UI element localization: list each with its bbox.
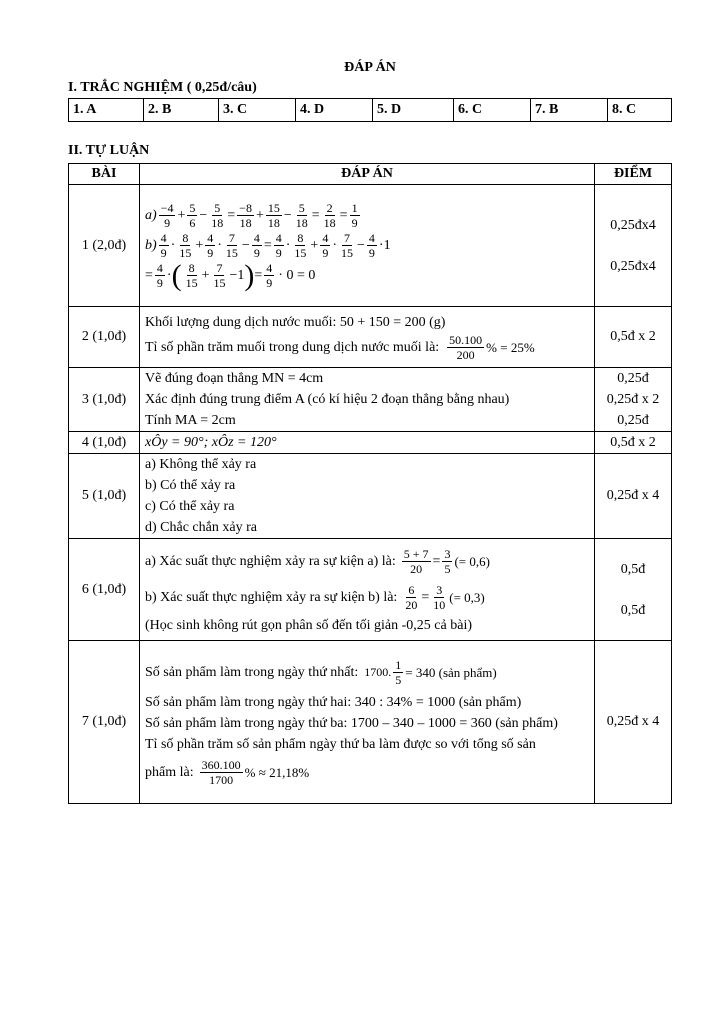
table-row [69,185,672,307]
fraction: $\frac{8}{15}$ [294,231,307,260]
fraction: $\frac{5 + 7}{20}$ [403,546,429,576]
mc-answer: 5. D [373,99,454,122]
points-value: 0,25đ [617,371,649,386]
header-dapan: ĐÁP ÁN [140,164,595,185]
part-label: a) [145,208,157,223]
answer-text: Tỉ số phần trăm muối trong dung dịch nước muối là: [145,340,440,355]
fraction: $\frac{1}{5}$ [395,658,402,687]
mc-answer: 2. B [144,99,219,122]
table-row [69,432,672,454]
row-label: 1 (2,0đ) [69,185,140,307]
fraction: $\frac{7}{15}$ [213,261,226,290]
fraction: $\frac{5}{18}$ [295,201,308,230]
row-label: 4 (1,0đ) [69,432,140,454]
answer-text: Số sản phẩm làm trong ngày thứ nhất: [145,665,359,680]
row-answer [140,641,595,804]
points-value: 0,25đ x 2 [606,392,660,407]
mc-answer: 7. B [531,99,608,122]
row-label: 5 (1,0đ) [69,454,140,539]
fraction: $\frac{7}{15}$ [225,231,238,260]
table-row [69,368,672,432]
page-title: ĐÁP ÁN [344,60,396,75]
fraction: $\frac{4}{9}$ [322,231,329,260]
answer-text: b) Xác suất thực nghiệm xảy ra sự kiện b) là: [145,589,398,605]
fraction: $\frac{5}{6}$ [189,201,196,230]
row-answer [140,454,595,539]
row-answer [140,307,595,368]
row-answer [140,539,595,641]
fraction: $\frac{4}{9}$ [266,261,273,290]
essay-answers-table [68,163,672,804]
fraction: $\frac{6}{20}$ [405,582,418,612]
math-constant: −1 [229,268,245,283]
fraction: $\frac{5}{18}$ [211,201,224,230]
fraction: $\frac{1}{9}$ [351,201,358,230]
row-points: 0,25đ x 4 [595,454,672,539]
row-points: 0,5đ x 2 [595,432,672,454]
section-2-heading: II. TỰ LUẬN [68,143,150,158]
answer-line: Khối lượng dung dịch nước muối: 50 + 150 = 200 (g) [145,315,446,330]
answer-line: Số sản phẩm làm trong ngày thứ ba: 1700 – 340 – 1000 = 360 (sản phẩm) [145,715,558,731]
answer-line: Số sản phẩm làm trong ngày thứ hai: 340 : 34% = 1000 (sản phẩm) [145,694,522,710]
mc-answer: 6. C [454,99,531,122]
points-value: 0,25đ [617,413,649,428]
mc-answer: 8. C [608,99,672,122]
answer-line: b) Xác suất thực nghiệm xảy ra sự kiện b) là: $\frac{6}{20}$ = $\frac{3}{10}$ (= 0,3) [145,582,485,612]
math-constant: 1 [383,238,391,253]
multiple-choice-answers-table [68,98,672,122]
header-bai: BÀI [69,164,140,185]
row-points [595,185,672,307]
fraction: $\frac{3}{5}$ [444,546,451,576]
answer-line: b) Có thể xảy ra [145,478,236,493]
fraction: $\frac{15}{18}$ [267,201,280,230]
row-points: 0,5đ x 2 [595,307,672,368]
answer-result: = 340 (sản phẩm) [405,665,497,680]
points-value: 0,5đ [620,561,646,577]
answer-line [145,654,591,692]
section-1-heading: I. TRẮC NGHIỆM ( 0,25đ/câu) [68,80,257,95]
fraction: $\frac{360.100}{1700}$ [201,758,241,787]
math-line-c: = $\frac{4}{9}$ · ( $\frac{8}{15}$ + $\frac{7}{15}$ −1 ) = $\frac{4}{9}$ · 0 = 0 [145,258,316,292]
part-label: b) [145,238,157,253]
row-label: 6 (1,0đ) [69,539,140,641]
fraction: $\frac{3}{10}$ [433,582,446,612]
math-expression: 1700. [364,665,392,679]
fraction: $\frac{4}{9}$ [156,261,163,290]
mc-answer: 3. C [219,99,296,122]
row-points [595,368,672,432]
points-value: 0,5đ [620,602,646,618]
answer-line: Tính MA = 2cm [145,413,236,428]
answer-line: Vẽ đúng đoạn thẳng MN = 4cm [145,371,324,386]
fraction: $\frac{4}{9}$ [275,231,282,260]
math-result: · 0 = 0 [278,268,316,283]
answer-text: phẩm là: [145,765,194,780]
points-value: 0,25đx4 [610,217,656,233]
row-answer [140,368,595,432]
answer-line [145,333,591,362]
table-row [69,539,672,641]
fraction: $\frac{8}{15}$ [185,261,198,290]
row-points [595,539,672,641]
table-row [69,454,672,539]
points-value: 0,25đx4 [610,258,656,274]
mc-answer: 4. D [296,99,373,122]
mc-answer: 1. A [69,99,144,122]
fraction: $\frac{4}{9}$ [160,231,167,260]
fraction: $\frac{4}{9}$ [253,231,260,260]
row-answer: xÔy = 90°; xÔz = 120° [140,432,595,454]
table-row [69,307,672,368]
answer-line: d) Chắc chắn xảy ra [145,520,257,535]
fraction: $\frac{7}{15}$ [340,231,353,260]
fraction: $\frac{-4}{9}$ [160,201,174,230]
math-line-b: b) $\frac{4}{9}$ · $\frac{8}{15}$ + $\frac{4}{9}$ · $\frac{7}{15}$ − $\frac{4}{9}$ = $\frac{4}{9}$ · $\frac{8}{15}$ + $\frac{4}{9}$ · $\frac{7}{15}$ − $\frac{4}{9}$ · 1 [145,231,391,260]
row-label: 7 (1,0đ) [69,641,140,804]
answer-result: % = 25% [486,340,535,355]
answer-result: (= 0,3) [449,589,485,605]
math-line-a: a) $\frac{-4}{9}$ + $\frac{5}{6}$ − $\frac{5}{18}$ = $\frac{-8}{18}$ + $\frac{15}{18}$ − $\frac{5}{18}$ = $\frac{2}{18}$ = $\frac{1}{9}$ [145,201,358,230]
row-label: 3 (1,0đ) [69,368,140,432]
fraction: $\frac{4}{9}$ [368,231,375,260]
fraction: $\frac{4}{9}$ [207,231,214,260]
table-header-row [69,164,672,185]
answer-line: Xác định đúng trung điểm A (có kí hiệu 2 đoạn thẳng bằng nhau) [145,392,510,407]
answer-line: a) Xác suất thực nghiệm xảy ra sự kiện a) là: $\frac{5 + 7}{20}$ = $\frac{3}{5}$ (= 0,6) [145,546,490,576]
answer-text: a) Xác suất thực nghiệm xảy ra sự kiện a) là: [145,553,396,569]
header-diem: ĐIỂM [595,164,672,185]
fraction: $\frac{2}{18}$ [323,201,336,230]
answer-result: % ≈ 21,18% [244,765,310,780]
fraction: $\frac{50.100}{200}$ [449,333,483,362]
answer-result: (= 0,6) [454,553,490,569]
fraction: $\frac{-8}{18}$ [239,201,252,230]
answer-line: a) Không thể xảy ra [145,457,257,472]
answer-line: c) Có thể xảy ra [145,499,235,514]
answer-note: (Học sinh không rút gọn phân số đến tối giản -0,25 cả bài) [145,618,472,633]
row-label: 2 (1,0đ) [69,307,140,368]
fraction: $\frac{8}{15}$ [179,231,192,260]
answer-line: Tỉ số phần trăm số sản phẩm ngày thứ ba làm được so với tổng số sản [145,736,536,752]
row-answer [140,185,595,307]
row-points: 0,25đ x 4 [595,641,672,804]
table-row [69,641,672,804]
answer-line [145,755,591,791]
